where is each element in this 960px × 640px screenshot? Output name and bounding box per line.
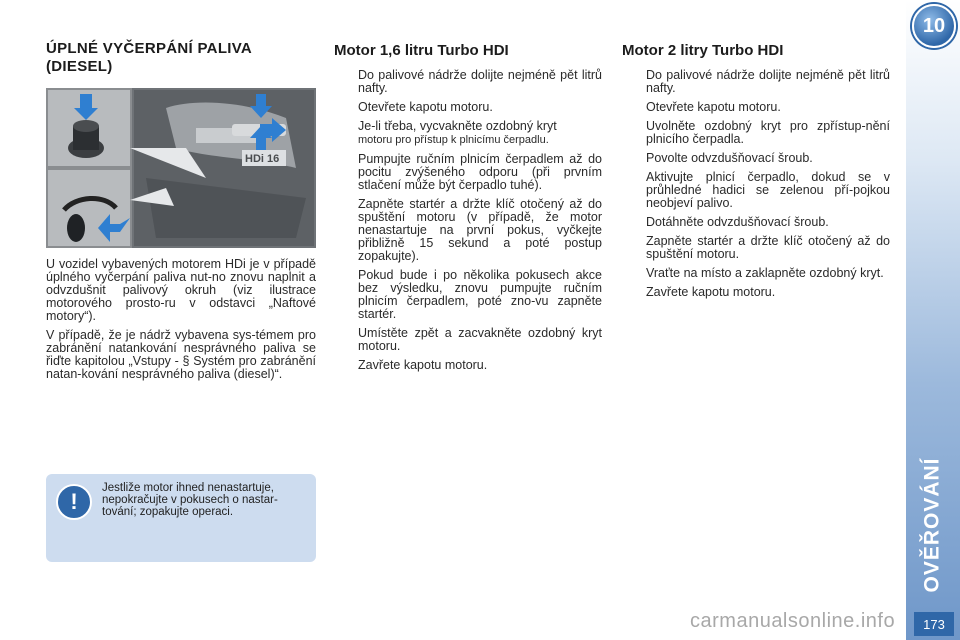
chapter-number: 10 — [922, 14, 946, 37]
engine-illustration — [46, 88, 316, 248]
warning-icon: ! — [56, 484, 92, 520]
step-text: Uvolněte ozdobný kryt pro zpřístup-nění plnicího čerpadla. — [646, 119, 890, 146]
list-item — [334, 269, 602, 321]
section-title: ÚPLNÉ VYČERPÁNÍ PALIVA (DIESEL) — [46, 40, 252, 75]
list-item — [334, 69, 602, 95]
warning-text: Jestliže motor ihned nenastartuje, nepokračujte v pokusech o nastar-tování; zopakujte operaci. — [102, 482, 278, 518]
step-text: Je-li třeba, vycvakněte ozdobný kryt — [358, 119, 557, 133]
chapter-title: OVĚŘOVÁNÍ — [921, 457, 944, 593]
list-item — [622, 101, 890, 114]
step-text: Zavřete kapotu motoru. — [646, 285, 776, 299]
list-item — [334, 359, 602, 372]
step-text: Pumpujte ručním plnicím čerpadlem až do pocitu zvýšeného odporu (při prvním stlačení může být čerpadlo tuhé). — [358, 152, 602, 192]
step-text: Zavřete kapotu motoru. — [358, 358, 488, 372]
step-text: Povolte odvzdušňovací šroub. — [646, 151, 813, 165]
watermark: carmanualsonline.info — [690, 610, 896, 632]
list-item — [622, 286, 890, 299]
list-item — [622, 69, 890, 95]
list-item — [622, 235, 890, 261]
list-item — [334, 198, 602, 263]
step-text: Do palivové nádrže dolijte nejméně pět litrů nafty. — [646, 68, 890, 95]
step-text: Otevřete kapotu motoru. — [358, 100, 493, 114]
motor-2-title: Motor 2 litry Turbo HDI — [622, 42, 784, 59]
list-item — [622, 171, 890, 210]
chapter-title-box — [913, 455, 953, 595]
step-text: Aktivujte plnicí čerpadlo, dokud se v průhledné hadici se zelenou pří-pojkou neobjeví palivo. — [646, 170, 890, 210]
step-text: Pokud bude i po několika pokusech akce bez výsledku, znovu pumpujte ručním plnicím čerpadlem, poté zno-vu zapněte startér. — [358, 268, 602, 321]
list-item — [622, 216, 890, 229]
step-text: Zapněte startér a držte klíč otočený až do spuštění motoru. — [646, 234, 890, 261]
motor-16-title: Motor 1,6 litru Turbo HDI — [334, 42, 509, 59]
page-number: 173 — [914, 612, 954, 636]
list-item — [622, 120, 890, 146]
list-item — [622, 267, 890, 280]
motor-2-column — [622, 42, 890, 305]
motor-16-column — [334, 42, 602, 378]
list-item — [334, 153, 602, 192]
motor-16-steps — [334, 69, 602, 372]
intro-paragraph-2: V případě, že je nádrž vybavena sys-témem pro zabránění natankování nesprávného paliva se řiďte kapitolou „Vstupy - § Systém pro zabránění natan-kování nesprávného paliva (diesel)“. — [46, 328, 316, 381]
intro-paragraph-1: U vozidel vybavených motorem HDi je v případě úplného vyčerpání paliva nut-no znovu naplnit a odvzdušnit palivový okruh (viz ilustrace motorového prosto-ru v odstavci „Naftové motory“). — [46, 257, 316, 323]
step-text: Umístěte zpět a zacvakněte ozdobný kryt motoru. — [358, 326, 602, 353]
step-text: Vraťte na místo a zaklapněte ozdobný kryt. — [646, 266, 884, 280]
engine-photo — [46, 88, 316, 248]
list-item — [334, 120, 602, 147]
list-item — [334, 327, 602, 353]
list-item — [622, 152, 890, 165]
warning-box — [46, 474, 316, 562]
step-note: motoru pro přístup k plnicímu čerpadlu. — [358, 134, 549, 146]
engine-badge-text: HDi 16 — [245, 153, 280, 165]
motor-2-steps — [622, 69, 890, 299]
step-text: Do palivové nádrže dolijte nejméně pět litrů nafty. — [358, 68, 602, 95]
step-text: Dotáhněte odvzdušňovací šroub. — [646, 215, 829, 229]
chapter-number-badge — [912, 4, 956, 48]
list-item — [334, 101, 602, 114]
step-text: Otevřete kapotu motoru. — [646, 100, 781, 114]
step-text: Zapněte startér a držte klíč otočený až do spuštění motoru (v případě, že motor nenastartuje na první pokus, vyčkejte přibližně 15 sekund a poté postup zopakujte). — [358, 197, 602, 263]
intro-column — [46, 40, 316, 381]
